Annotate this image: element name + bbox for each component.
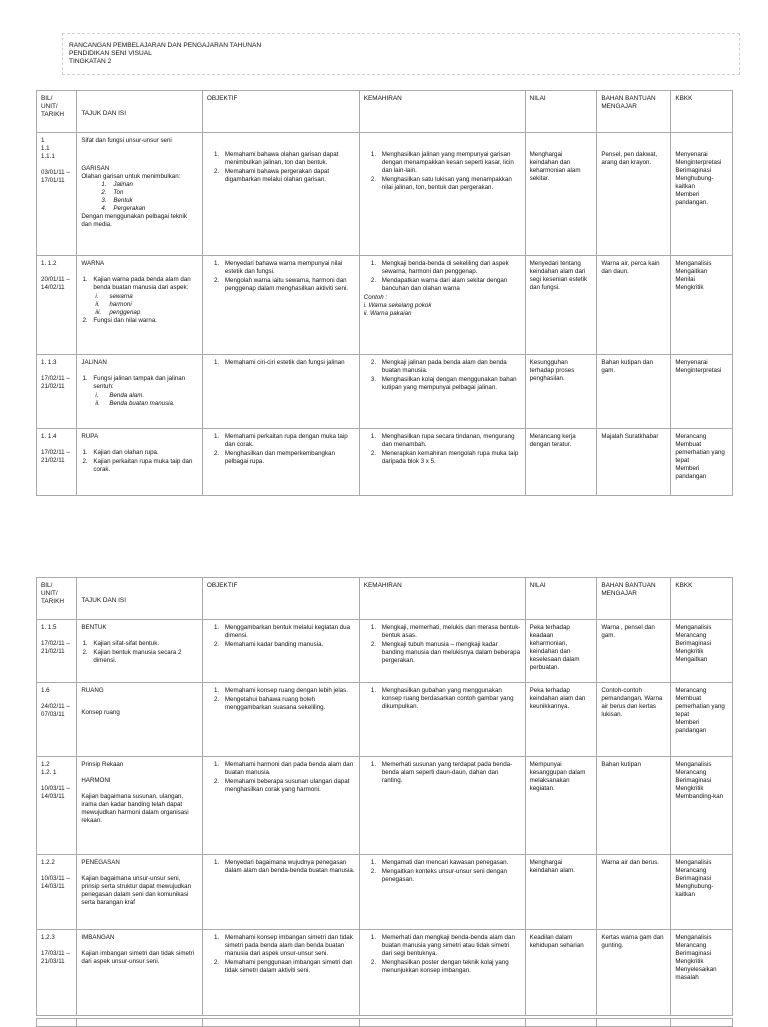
row-kemahiran: 1. Mengamati dan mencari kawasan penegasan. 2. Mengaitkan konteks unsur-unsur seni dengan penegasan. — [359, 855, 525, 930]
row-objektif: 1. Memahami harmoni dan pada benda alam dan buatan manusia. 2. Memahami beberapa susunan ulangan dapat menghasilkan corak yang harmoni. — [202, 757, 359, 855]
row-tajuk: BENTUK 1. Kajian sifat-sifat bentuk. 2. Kajian bentuk manusia secara 2 dimensi. — [77, 620, 203, 683]
row-kbkk: Menganalisis Merancang Berimaginasi Mengkritik Membanding-kan — [671, 757, 733, 855]
col-header-kemahiran: KEMAHIRAN — [359, 578, 525, 620]
row-kemahiran: 1. Menghasilkan gubahan yang menggunakan konsep ruang berdasarkan contoh gambar yang dikumpulkan. — [359, 683, 525, 757]
row-tarikh: 03/01/11 – 17/01/11 — [41, 168, 70, 184]
row-nilai: Mempunyai kesanggupan dalam melaksanakan kegiatan. — [525, 757, 597, 855]
row-tarikh: 17/03/11 – 21/03/11 — [41, 949, 70, 965]
lesson-plan-table-2 — [36, 577, 733, 1016]
row-nilai: Menyedari tentang keindahan alam dari segi kesenian estetik dan fungsi. — [525, 256, 597, 355]
row-objektif: 1. Memahami konsep ruang dengan lebih jelas. 2. Mengetahui bahawa ruang boleh menggambarkan suasana sekeliling. — [202, 683, 359, 757]
row-kbkk: Menganalisis Mengaitkan Menilai Mengkritik — [671, 256, 733, 355]
table-row — [37, 429, 733, 496]
row-kemahiran: 1. Mengkaji benda-benda di sekeliling dari aspek sewarna, harmoni dan penggenap. 2. Mendapatkan warna dari alam sekitar dengan bancuhan dan olahan warna Contoh : i. Warna sekelang pokok ii. Warna pakaian — [359, 256, 525, 355]
col-header-nilai: NILAI — [525, 91, 597, 133]
row-tajuk: Sifat dan fungsi unsur-unsur seni GARISAN Olahan garisan untuk menimbulkan: 1. Jalinan 2. Ton 3. Bentuk 4. Pergerakan Dengan menggunakan pelbagai teknik dan media. — [77, 133, 203, 256]
table-row — [37, 930, 733, 1016]
row-bahan: Majalah Suratkhabar — [597, 429, 671, 496]
row-nilai: Menghargai keindahan alam. — [525, 855, 597, 930]
row-tarikh: 17/02/11 – 21/02/11 — [41, 639, 70, 655]
col-header-kemahiran: KEMAHIRAN — [359, 91, 525, 133]
row-bahan: Warna air, perca kain dan daun. — [597, 256, 671, 355]
col-header-objektif: OBJEKTIF — [202, 578, 359, 620]
row-kbkk: Merancang Membuat pemerhatian yang tepat Memberi pandangan — [671, 683, 733, 757]
row-objektif: 1. Menyedari bagaimana wujudnya penegasan dalam alam dan benda-benda buatan manusia. — [202, 855, 359, 930]
row-kemahiran: 1. Menghasilkan rupa secara tindanan, mengurang dan menambah. 2. Menerapkan kemahiran mengolah rupa muka taip daripada blok 3 x 5. — [359, 429, 525, 496]
table-row — [37, 683, 733, 757]
row-tajuk: RUANG Konsep ruang — [77, 683, 203, 757]
lesson-plan-table-1 — [36, 90, 733, 496]
row-nilai: Peka terhadap keindahan alam dan keunikkannya. — [525, 683, 597, 757]
row-bahan: Contoh-contoh pemandangan. Warna air berus dan kertas lukisan. — [597, 683, 671, 757]
table-row — [37, 133, 733, 256]
row-kbkk: Menganalisis Merancang Berimaginasi Mengkritik Mengaitkan — [671, 620, 733, 683]
col-header-bil: BIL/ UNIT/ TARIKH — [37, 578, 77, 620]
row-kemahiran: 1. Mengkaji, memerhati, melukis dan merasa bentuk-bentuk asas. 2. Mengkaji tubuh manusia – mengkaji kadar banding manusia dan melukisnya dalam beberapa pergerakan. — [359, 620, 525, 683]
row-tarikh: 24/02/11 – 07/03/11 — [41, 702, 70, 718]
row-bahan: Warna air dan berus. — [597, 855, 671, 930]
col-header-kbkk: KBKK — [671, 578, 733, 620]
row-tarikh: 20/01/11 – 14/02/11 — [41, 275, 70, 291]
table-row — [37, 620, 733, 683]
table-header-row — [37, 91, 733, 133]
row-objektif: 1. Menyedari bahawa warna mempunyai nilai estetik dan fungsi. 2. Mengolah warna iaitu sewarna, harmoni dan penggenap dalam menghasilkan aktiviti seni. — [202, 256, 359, 355]
row-nilai: Peka terhadap keadaan keharmonian, keindahan dan keselesaan dalam perbuatan. — [525, 620, 597, 683]
row-kemahiran: 1. Memerhati dan mengkaji benda-benda alam dan buatan manusia yang simetri atau tidak simetri dari segi bentuknya. 2. Menghasilkan poster dengan teknik kolaj yang menunjukkan konsep imbangan. — [359, 930, 525, 1016]
row-bil: 1.2.2 10/03/11 – 14/03/11 — [37, 855, 77, 930]
row-tajuk: IMBANGAN Kajian imbangan simetri dan tidak simetri dari aspek unsur-unsur seni. — [77, 930, 203, 1016]
row-tajuk: WARNA 1. Kajian warna pada benda alam dan benda buatan manusia dari aspek: i. sewarna ii. harmoni iii. penggenap 2. Fungsi dan nilai warna. — [77, 256, 203, 355]
col-header-bil: BIL/ UNIT/ TARIKH — [37, 91, 77, 133]
row-bahan: Kertas warna gam dan gunting. — [597, 930, 671, 1016]
table-row — [37, 757, 733, 855]
row-kemahiran: 2. Mengkaji jalinan pada benda alam dan benda buatan manusia. 3. Menghasilkan kolaj dengan menggunakan bahan kutipan yang mempunyai pelbagai jalinan. — [359, 355, 525, 429]
row-bil: 1. 1.3 17/02/11 – 21/02/11 — [37, 355, 77, 429]
row-tarikh: 17/02/11 – 21/02/11 — [41, 448, 70, 464]
col-header-tajuk: TAJUK DAN ISI — [77, 578, 203, 620]
lesson-plan-table-cutoff — [36, 1018, 733, 1027]
row-objektif: 1. Memahami perkaitan rupa dengan muka taip dan corak. 2. Menghasilkan dan memperkembangkan pelbagai rupa. — [202, 429, 359, 496]
row-nilai: Merancang kerja dengan teratur. — [525, 429, 597, 496]
row-nilai: Keadilan dalam kehidupan seharian — [525, 930, 597, 1016]
row-kbkk: Menganalisis Merancang Berimaginasi Mengkritik Menyelesaikan masalah — [671, 930, 733, 1016]
row-kemahiran: 1. Menghasilkan jalinan yang mempunyai garisan dengan menampakkan kesan seperti kasar, licin dan lain-lain. 2. Menghasilkan satu lukisan yang menampakkan nilai jalinan, ton, bentuk dan pergerakan. — [359, 133, 525, 256]
row-bil: 1.2 1.2. 1 10/03/11 – 14/03/11 — [37, 757, 77, 855]
row-tajuk: Prinsip Rekaan HARMONI Kajian bagaimana susunan, ulangan, irama dan kadar banding telah dapat mewujudkan harmoni dalam organisasi rekaan. — [77, 757, 203, 855]
col-header-kbkk: KBKK — [671, 91, 733, 133]
row-tajuk: JALINAN 1. Fungsi jalinan tampak dan jalinan sentuh: i. Benda alam. ii. Benda buatan manusia. — [77, 355, 203, 429]
col-header-tajuk: TAJUK DAN ISI — [77, 91, 203, 133]
table-header-row — [37, 578, 733, 620]
row-tajuk: PENEGASAN Kajian bagaimana unsur-unsur seni, prinsip serta struktur dapat mewujudkan penegasan dalam seni dan komunikasi serta barangan kraf — [77, 855, 203, 930]
header-line-1: RANCANGAN PEMBELAJARAN DAN PENGAJARAN TAHUNAN — [69, 42, 262, 49]
row-objektif: 1. Memahami bahawa olahan garisan dapat menimbulkan jalinan, ton dan bentuk. 2. Memahami bahawa pergerakan dapat digambarkan melalui olahan garisan. — [202, 133, 359, 256]
row-bil: 1 1.1 1.1.1 03/01/11 – 17/01/11 — [37, 133, 77, 256]
row-bil: 1.2.3 17/03/11 – 21/03/11 — [37, 930, 77, 1016]
col-header-bahan: BAHAN BANTUAN MENGAJAR — [597, 578, 671, 620]
table-row — [37, 855, 733, 930]
col-header-objektif: OBJEKTIF — [202, 91, 359, 133]
table-row — [37, 355, 733, 429]
row-bil: 1. 1.2 20/01/11 – 14/02/11 — [37, 256, 77, 355]
header-line-3: TINGKATAN 2 — [69, 58, 112, 66]
row-bahan: Bahan kutipan — [597, 757, 671, 855]
row-objektif: 1. Menggambarkan bentuk melalui kegiatan dua dimensi. 2. Memahami kadar banding manusia. — [202, 620, 359, 683]
row-bahan: Bahan kutipan dan gam. — [597, 355, 671, 429]
col-header-nilai: NILAI — [525, 578, 597, 620]
row-bahan: Warna , pensel dan gam. — [597, 620, 671, 683]
row-kbkk: Menganalisis Merancang Berimaginasi Menghubung-kaitkan — [671, 855, 733, 930]
row-nilai: Menghargai keindahan dan keharmonian alam sekitar. — [525, 133, 597, 256]
row-tarikh: 17/02/11 – 21/02/11 — [41, 374, 70, 390]
row-objektif: 1. Memahami ciri-ciri estetik dan fungsi jalinan — [202, 355, 359, 429]
header-line-2: PENDIDIKAN SENI VISUAL — [69, 50, 152, 58]
row-kbkk: Menyenarai Menginterpretasi — [671, 355, 733, 429]
table-row — [37, 256, 733, 355]
row-bil: 1.6 24/02/11 – 07/03/11 — [37, 683, 77, 757]
row-kemahiran: 1. Memerhati susunan yang terdapat pada benda-benda alam seperti daun-daun, dahan dan ranting. — [359, 757, 525, 855]
document-header — [62, 33, 740, 75]
row-kbkk: Menyenarai Menginterpretasi Berimaginasi Menghubung-kaitkan Memberi pandangan. — [671, 133, 733, 256]
row-bil: 1. 1.4 17/02/11 – 21/02/11 — [37, 429, 77, 496]
table-row — [37, 1019, 733, 1027]
row-bil: 1. 1.5 17/02/11 – 21/02/11 — [37, 620, 77, 683]
col-header-bahan: BAHAN BANTUAN MENGAJAR — [597, 91, 671, 133]
row-objektif: 1. Memahami konsep imbangan simetri dan tidak simetri pada benda alam dan benda buatan manusia dari aspek unsur-unsur seni. 2. Memahami penggunaan imbangan simetri dan tidak simetri dalam aktiviti seni. — [202, 930, 359, 1016]
row-tarikh: 10/03/11 – 14/03/11 — [41, 874, 70, 890]
row-nilai: Kesungguhan terhadap proses penghasilan. — [525, 355, 597, 429]
row-kbkk: Merancang Membuat pemerhatian yang tepat Memberi pandangan — [671, 429, 733, 496]
row-tarikh: 10/03/11 – 14/03/11 — [41, 784, 70, 800]
row-bahan: Pensel, pen dakwat, arang dan krayon. — [597, 133, 671, 256]
row-tajuk: RUPA 1. Kajian dan olahan rupa. 2. Kajian perkaitan rupa muka taip dan corak. — [77, 429, 203, 496]
